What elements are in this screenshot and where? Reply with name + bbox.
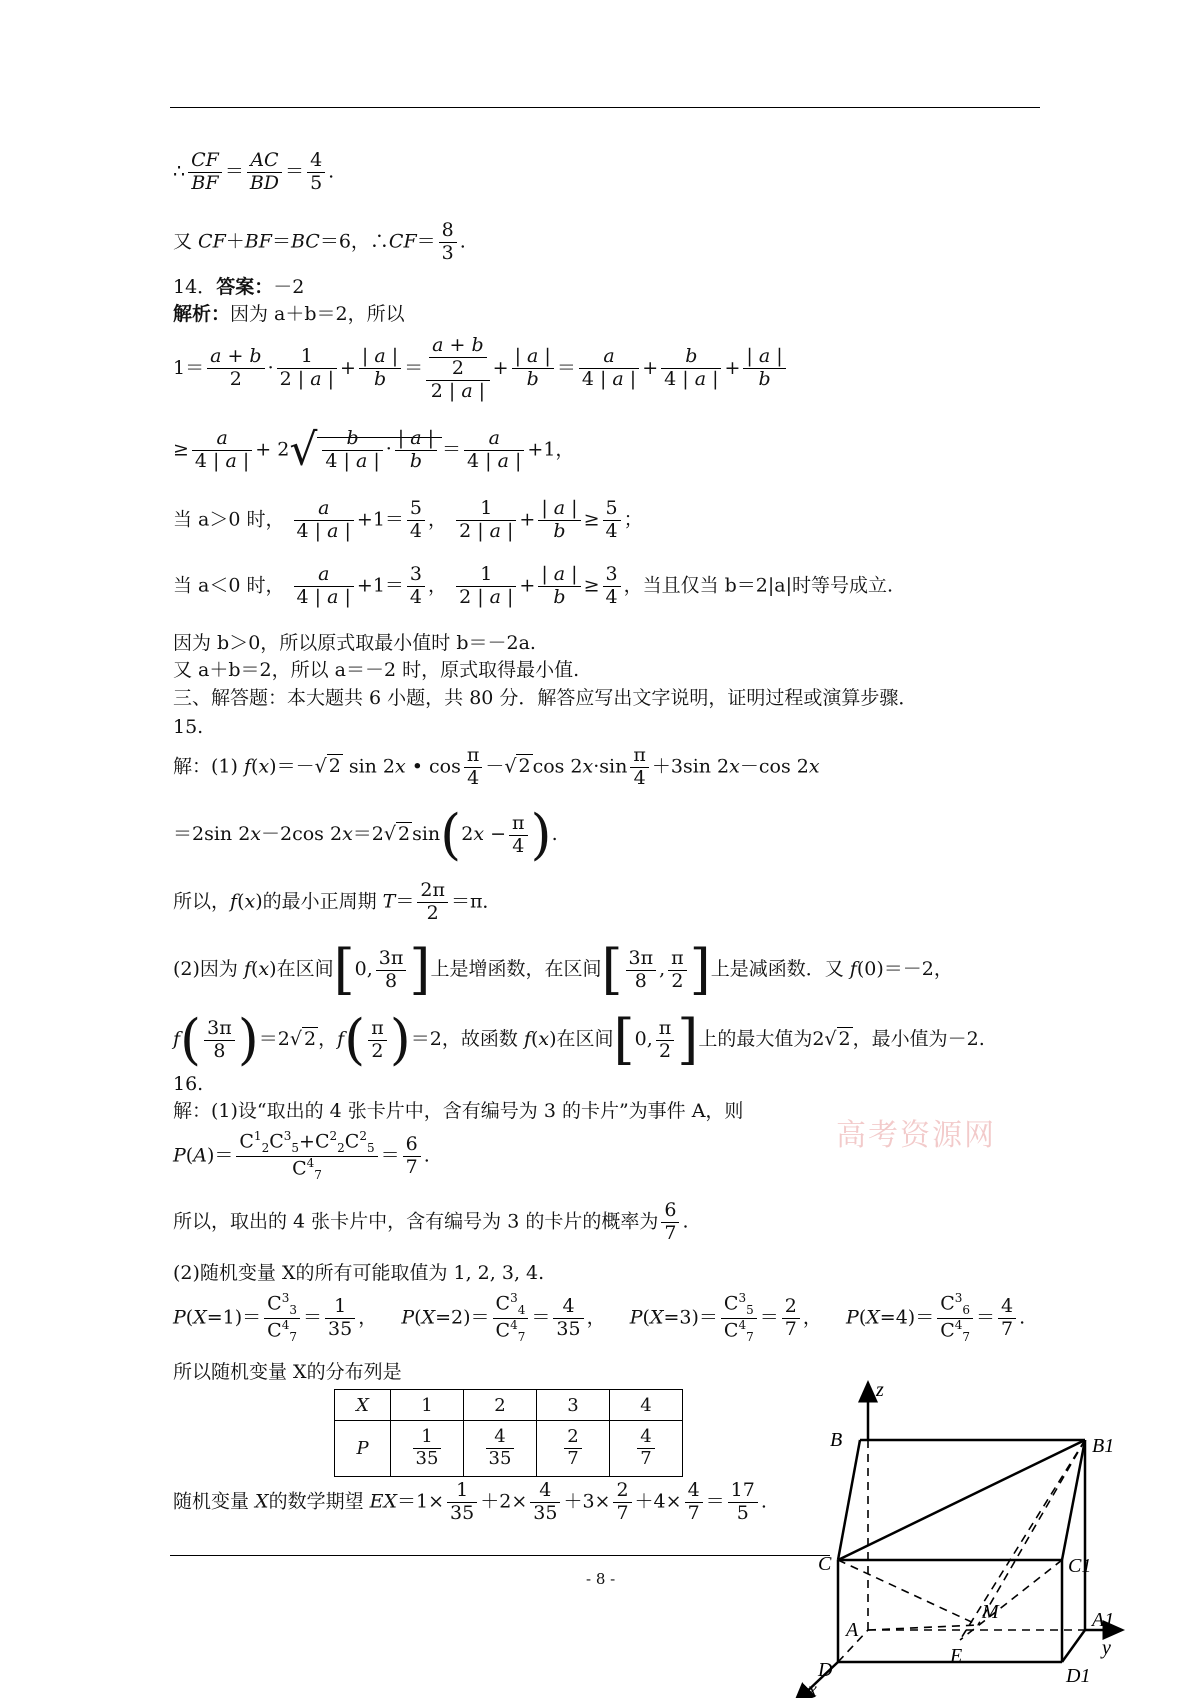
- table-cell: $\frac{1}{35}$: [391, 1421, 464, 1477]
- label-b: B: [830, 1429, 843, 1451]
- q16-number: 16.: [173, 1073, 204, 1095]
- label-c: C: [818, 1553, 832, 1575]
- table-cell: X: [335, 1390, 391, 1421]
- q16-probs: P(X=1)＝ $\frac{C^3_3}{C^4_7}$ ＝ $\frac{1}{35}$ ， P(X=2)＝ $\frac{C^3_4}{C^4_7}$ ＝ $\frac{4}{35}$ ， P(X=3)＝ $\frac{C^3_5}{C^4_7}$ ＝ $\frac{2}{7}$ ， P(X=4)＝ $\frac{C^3_6}{C^4_7}$ ＝ $\frac{4}{7}$ .: [173, 1291, 1026, 1345]
- page-number: - 8 -: [586, 1570, 616, 1588]
- header-rule: [170, 107, 1040, 108]
- label-b1: B1: [1092, 1435, 1115, 1457]
- q16-dist-intro: 所以随机变量 X的分布列是: [173, 1361, 402, 1383]
- q15-period: 所以，f(x)的最小正周期 T＝ $\frac{2\pi}{2}$ ＝π．: [173, 879, 502, 924]
- label-a: A: [846, 1619, 859, 1641]
- q15-number: 15.: [173, 716, 204, 738]
- q15-part2: (2)因为 f(x)在区间[0, $\frac{3\pi}{8}$ ]上是增函数，在区间[ $\frac{3\pi}{8}$ , $\frac{\pi}{2}$ ]上是减函数．又 f(0)＝－2，: [173, 938, 953, 1001]
- label-d: D: [818, 1659, 833, 1681]
- prism-figure: [808, 1379, 1160, 1698]
- table-cell: $\frac{4}{35}$: [464, 1421, 537, 1477]
- section-three: 三、解答题：本大题共 6 小题，共 80 分．解答应写出文字说明，证明过程或演算步骤．: [173, 687, 918, 709]
- q16-pa: P(A)＝ $\frac{C^1_2C^3_5+C^2_2C^2_5}{C^4_7}$ ＝ $\frac{6}{7}$ .: [173, 1129, 430, 1183]
- table-cell: 4: [610, 1390, 683, 1421]
- distribution-table: [334, 1389, 683, 1477]
- table-cell: 2: [464, 1390, 537, 1421]
- table-cell: P: [335, 1421, 391, 1477]
- case-negative: 当 a＜0 时， $\frac{a}{4 | a |}$ +1＝ $\frac{3}{4}$ ， $\frac{1}{2 | a |}$ + $\frac{| a |}{b}$ ≥ $\frac{3}{4}$ ，当且仅当 b＝2|a|时等号成立.: [173, 563, 894, 608]
- inequality-line: ≥ $\frac{a}{4 | a |}$ + 2√ $\frac{b}{4 | a |}$ · $\frac{| a |}{b}$ ＝ $\frac{a}{4 | a |}$ +1，: [173, 424, 575, 476]
- q15-part2b: f( $\frac{3\pi}{8}$ )＝2√ 2 ，f( $\frac{\pi}{2}$ )＝2，故函数 f(x)在区间[0, $\frac{\pi}{2}$ ]上的最大值为2√ 2 ，最小值为－2.: [173, 1008, 985, 1071]
- case-positive: 当 a＞0 时， $\frac{a}{4 | a |}$ +1＝ $\frac{5}{4}$ ， $\frac{1}{2 | a |}$ + $\frac{| a |}{b}$ ≥ $\frac{5}{4}$ ；: [173, 497, 643, 542]
- table-row: [335, 1390, 683, 1421]
- footer-rule: [170, 1555, 830, 1556]
- identity-line: 1＝ $\frac{a + b}{2}$ · $\frac{1}{2 | a |}$ + $\frac{| a |}{b}$ ＝ $\frac{\frac{a + b}{2}}{2 | a |}$ + $\frac{| a |}{b}$ ＝ $\frac{a}{4 | a |}$ + $\frac{b}{4 | a |}$ + $\frac{| a |}{b}$: [173, 335, 789, 403]
- watermark: 高考资源网: [836, 1118, 996, 1153]
- label-a1: A1: [1092, 1609, 1115, 1631]
- cf-line: 又 CF＋BF＝BC＝6，∴CF＝ $\frac{8}{3}$ .: [173, 219, 466, 264]
- table-row: [335, 1421, 683, 1477]
- table-cell: $\frac{2}{7}$: [537, 1421, 610, 1477]
- again-line: 又 a＋b＝2，所以 a＝－2 时，原式取得最小值.: [173, 659, 580, 681]
- label-d1: D1: [1066, 1665, 1091, 1687]
- q16-prob: 所以，取出的 4 张卡片中，含有编号为 3 的卡片的概率为 $\frac{6}{7}$ .: [173, 1199, 689, 1244]
- table-cell: 1: [391, 1390, 464, 1421]
- label-y: y: [1102, 1637, 1111, 1659]
- q16-solution: 解：(1)设“取出的 4 张卡片中，含有编号为 3 的卡片”为事件 A，则: [173, 1100, 744, 1122]
- q14-analysis: 解析：因为 a＋b＝2，所以: [173, 303, 405, 325]
- ratio-line: ∴ $\frac{CF}{BF}$ ＝ $\frac{AC}{BD}$ ＝ $\frac{4}{5}$ .: [173, 149, 335, 194]
- label-m: M: [982, 1601, 999, 1623]
- q16-expectation: 随机变量 X的数学期望 EX＝1× $\frac{1}{35}$ ＋2× $\frac{4}{35}$ ＋3× $\frac{2}{7}$ ＋4× $\frac{4}{7}$ ＝ $\frac{17}{5}$ .: [173, 1479, 767, 1524]
- q15-line2: ＝2sin 2x－2cos 2x＝2√ 2 sin(2x − $\frac{\pi}{4}$ ).: [173, 803, 558, 866]
- label-e: E: [950, 1645, 963, 1667]
- table-cell: 3: [537, 1390, 610, 1421]
- because-line: 因为 b＞0，所以原式取最小值时 b＝－2a.: [173, 632, 536, 654]
- label-c1: C1: [1068, 1555, 1092, 1577]
- q14-answer: 14．答案：－2: [173, 276, 305, 298]
- q15-solution: 解：(1) f(x)＝－√ 2 sin 2x • cos $\frac{\pi}{4}$ －√ 2 cos 2x·sin $\frac{\pi}{4}$ ＋3sin 2x－cos 2x: [173, 744, 820, 789]
- q16-part2: (2)随机变量 X的所有可能取值为 1, 2, 3, 4.: [173, 1262, 545, 1284]
- label-z: z: [876, 1379, 884, 1401]
- label-x: x: [808, 1679, 817, 1698]
- table-cell: $\frac{4}{7}$: [610, 1421, 683, 1477]
